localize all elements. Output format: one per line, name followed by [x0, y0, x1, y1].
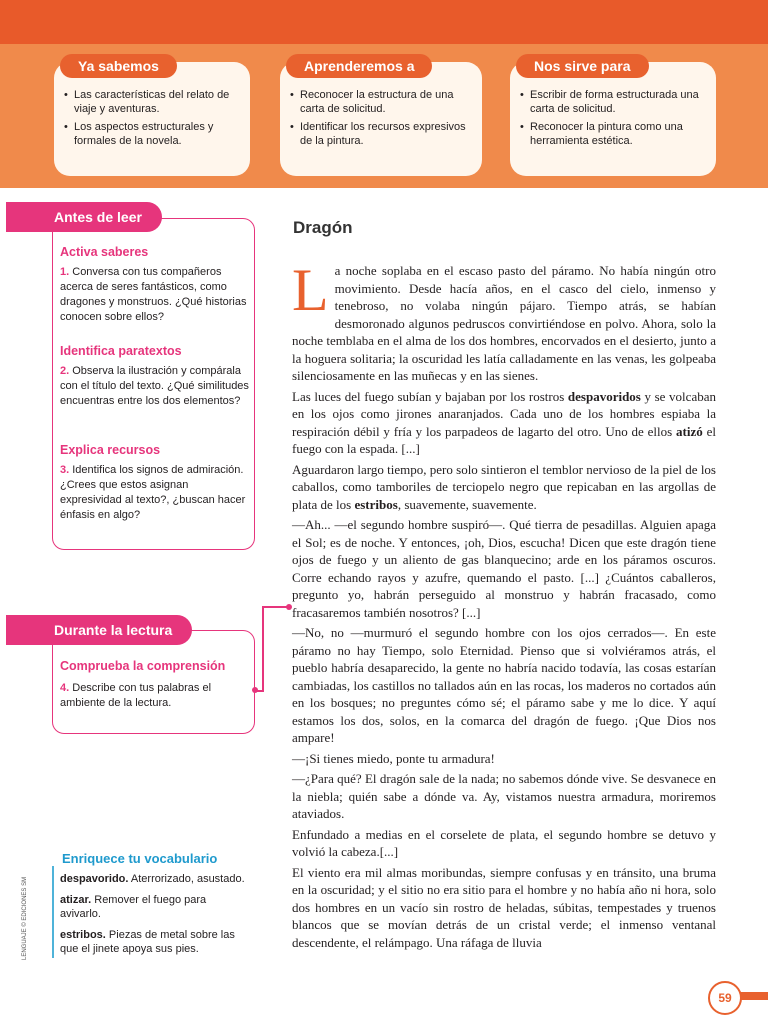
story-paragraph: —¿Para qué? El dragón sale de la nada; no sabemos dónde vive. Se desvanece en la niebla; quién sabe a dónde va. Ay, vistamos nuestra armadura, moriremos ataviados.: [292, 771, 716, 821]
question-number: 1.: [60, 266, 70, 278]
vocab-entry: [60, 893, 250, 921]
goal-item: • Reconocer la estructura de una carta de solicitud.: [290, 88, 474, 116]
goal-list: [290, 88, 474, 152]
question-item: [60, 265, 250, 325]
question-text: Observa la ilustración y compárala con el título del texto. ¿Qué similitudes encuentras entre los dos elementos?: [60, 365, 249, 407]
paragraph-text: y se volcaban en los ojos como jirones anaranjados. Cada uno de los hombres espiaba la respiración débil y fría y los parpadeos de lagarto del otro. Uno de ellos: [292, 388, 716, 439]
question-number: 3.: [60, 464, 70, 476]
publisher-text: LENGUAJE © EDICIONES SM: [22, 876, 28, 960]
story-title: Dragón: [293, 218, 353, 237]
vocab-term: despavorido.: [60, 873, 129, 885]
goal-title: Nos sirve para: [516, 54, 649, 78]
vocab-definition: Remover el fuego para avivarlo.: [60, 894, 207, 920]
vocab-definition: Piezas de metal sobre las que el jinete apoya sus pies.: [60, 929, 235, 955]
vocab-term: atizar.: [60, 894, 92, 906]
goal-item: • Los aspectos estructurales y formales de la novela.: [64, 120, 242, 148]
question-item: [60, 681, 250, 711]
goal-list: [64, 88, 242, 152]
before-reading-title: Antes de leer: [6, 202, 162, 232]
goal-card-aprenderemos: [280, 58, 482, 176]
story-paragraph: [292, 388, 716, 458]
section-heading: Explica recursos: [60, 443, 161, 457]
story-paragraph: Enfundado a medias en el corselete de plata, el segundo hombre se detuvo y volvió la cabeza.[...]: [292, 826, 716, 859]
goal-item: • Las características del relato de viaje y aventuras.: [64, 88, 242, 116]
top-strip: [0, 0, 768, 44]
story-paragraph: —No, no —murmuró el segundo hombre con los ojos cerrados—. En este páramo no hay Tiempo, solo Eternidad. Pienso que si volviéramos atrás, el pueblo habría desaparecido, la gente no habría nacido todavía, las cosas estarían cambiadas, los castillos no tallados aún en las rocas, los maderos no cortados aún en los bosques; no preguntes cómo sé; el páramo sabe y me lo dice. Y aquí estamos los dos, solos, en la comarca del dragón de fuego. ¡Que Dios nos ampare!: [292, 625, 716, 745]
story-paragraph: El viento era mil almas moribundas, siempre confusas y en tránsito, una bruma en la oscuridad; y el sitio no era sitio para el hombre y no había año ni hora, solo dos hombres en un vacío sin rostro de heladas, súbitas, tempestades y truenos blancos que se movían detrás de un cristal verde; el inmenso ventanal descendente, el relámpago. Una ráfaga de lluvia: [292, 864, 716, 950]
section-heading: Activa saberes: [60, 245, 149, 259]
question-item: [60, 364, 250, 409]
goal-list: [520, 88, 708, 152]
publisher-credit: [22, 876, 34, 960]
story-paragraph: [292, 257, 716, 385]
vocab-highlight: atizó: [676, 423, 703, 439]
paragraph-text: a noche soplaba en el escaso pasto del páramo. No había ningún otro movimiento. Desde hacía años, en el casco del cielo, inmenso y tenebroso, no volaba ningún pájaro. Tiempo atrás, se habían desmoronado algunos pedruscos convirtiéndose en polvo. Ahora, solo la noche temblaba en el alma de los dos hombres, encorvados en el desierto, junto a la hoguera solitaria; la oscuridad les latía calladamente en las venas, les golpeaba silenciosamente en las muñecas y en las sienes.: [292, 263, 716, 383]
story-body: [292, 257, 716, 954]
drop-cap: L: [292, 257, 329, 323]
paragraph-text: , suavemente, suavemente.: [397, 496, 537, 512]
story-paragraph: —¡Si tienes miedo, ponte tu armadura!: [292, 750, 495, 766]
goal-item: • Escribir de forma estructurada una carta de solicitud.: [520, 88, 708, 116]
question-number: 2.: [60, 365, 70, 377]
page-number: 59: [708, 981, 742, 1015]
connector-line: [262, 607, 264, 691]
goal-card-ya-sabemos: [54, 58, 250, 176]
question-text: Conversa con tus compañeros acerca de seres fantásticos, como dragones y monstruos. ¿Qué historias conocen sobre ellos?: [60, 266, 247, 323]
section-heading: Comprueba la comprensión: [60, 659, 226, 673]
question-text: Describe con tus palabras el ambiente de la lectura.: [60, 682, 212, 709]
goal-title: Aprenderemos a: [286, 54, 432, 78]
question-item: [60, 463, 250, 523]
goal-card-nos-sirve: [510, 58, 716, 176]
story-paragraph: [292, 461, 716, 514]
connector-line: [262, 606, 288, 608]
connector-line: [255, 690, 264, 692]
vocabulary-title: Enriquece tu vocabulario: [62, 851, 218, 866]
goal-title: Ya sabemos: [60, 54, 177, 78]
vocab-entry: [60, 928, 250, 956]
question-text: Identifica los signos de admiración. ¿Crees que estos asignan expresividad al texto?, ¿buscan hacer énfasis en algo?: [60, 464, 246, 521]
goal-item: • Identificar los recursos expresivos de la pintura.: [290, 120, 474, 148]
goal-item: • Reconocer la pintura como una herramienta estética.: [520, 120, 708, 148]
vocab-highlight: estribos: [354, 496, 398, 512]
paragraph-text: el fuego con la espada. [...]: [292, 423, 716, 456]
vocab-highlight: despavoridos: [567, 388, 641, 404]
during-reading-title: Durante la lectura: [6, 615, 192, 645]
vocab-term: estribos.: [60, 929, 106, 941]
vocab-entry: [60, 872, 250, 886]
story-paragraph: —Ah... —el segundo hombre suspiró—. Qué tierra de pesadillas. Alguien apaga el Sol; es de noche. Y entonces, ¡oh, Dios, escucha! Dicen que este dragón tiene ojos de fuego y un aliento de gas blanquecino; arde en los páramos oscuros. Corre echando rayos y azufre, quemando el pasto. [...] ¿Cuántos caballeros, pregunto yo, habrán perseguido al monstruo y habrán fracasado, como fracasaremos también nosotros? [...]: [292, 517, 716, 620]
question-number: 4.: [60, 682, 70, 694]
paragraph-text: Aguardaron largo tiempo, pero solo sintieron el temblor nervioso de la piel de los caballos, como tamboriles de terciopelo negro que repicaban en las argollas de plata de los: [292, 461, 716, 512]
section-heading: Identifica paratextos: [60, 344, 182, 358]
vocab-accent-line: [52, 866, 54, 958]
paragraph-text: Las luces del fuego subían y bajaban por los rostros: [292, 388, 568, 404]
vocab-definition: Aterrorizado, asustado.: [128, 873, 245, 885]
